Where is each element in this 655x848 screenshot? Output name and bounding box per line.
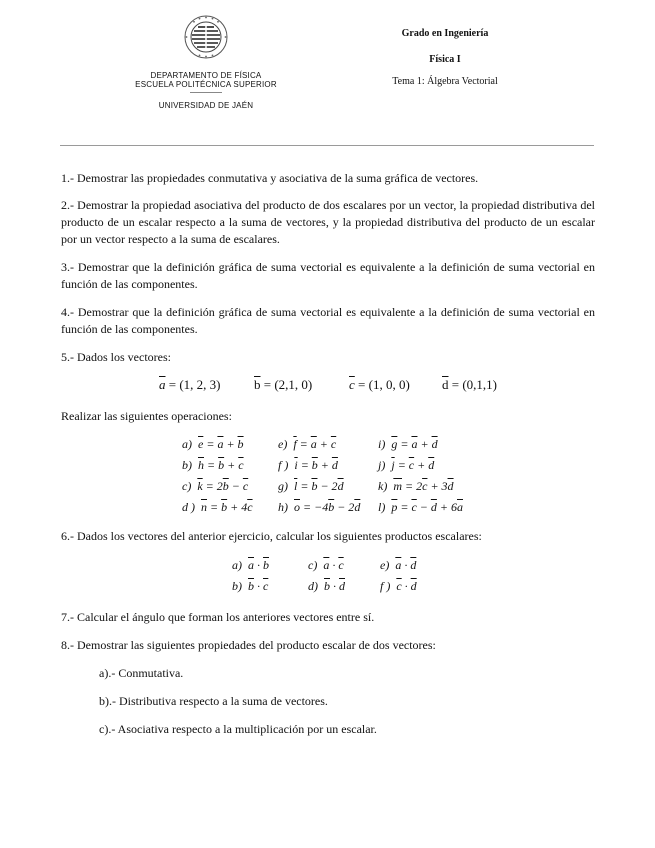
operations-row <box>182 476 498 497</box>
operation-b: b) $\overline{h} = \overline{b} + \overline{c}$ <box>182 458 244 472</box>
operation-f: f ) $\overline{i} = \overline{b} + \overline{d}$ <box>278 458 338 472</box>
subject-title: Física I <box>429 54 461 65</box>
operation-c: c) $\overline{k} = 2\overline{b} - \overline{c}$ <box>182 479 249 493</box>
problem-7: 7.- Calcular el ángulo que forman los anteriores vectores entre sí. <box>61 610 375 624</box>
problem-4: 4.- Demostrar que la definición gráfica de suma vectorial es equivalente a la definición de suma vectorial en función de las componentes. <box>61 305 595 336</box>
operation-k: k) $\overline{m} = 2\overline{c} + 3\overline{d}$ <box>378 479 454 493</box>
problem-1: 1.- Demostrar las propiedades conmutativa y asociativa de la suma gráfica de vectores. <box>61 171 479 185</box>
problem-5-ops-intro: Realizar las siguientes operaciones: <box>61 409 232 423</box>
department-name: DEPARTAMENTO DE FÍSICA <box>150 71 262 80</box>
operation-j: j) $\overline{j} = \overline{c} + \overline{d}$ <box>378 458 435 472</box>
vector-definitions <box>61 374 595 396</box>
problem-8c: c).- Asociativa respecto a la multiplicación por un escalar. <box>99 722 377 736</box>
operation-e: e) $\overline{f} = \overline{a} + \overline{c}$ <box>278 437 337 451</box>
operation-h: h) $\overline{o} = -4\overline{b} - 2\overline{d}$ <box>278 500 361 514</box>
school-name: ESCUELA POLITÉCNICA SUPERIOR <box>135 80 277 89</box>
problem-3: 3.- Demostrar que la definición gráfica de suma vectorial es equivalente a la definición de suma vectorial en función de las componentes. <box>61 260 595 291</box>
problem-5-intro: 5.- Dados los vectores: <box>61 350 171 364</box>
scalar-product-a: a) $\overline{a} \cdot \overline{b}$ <box>232 558 269 572</box>
vector-b: $\overline{b} = (2,1$, 0) <box>254 377 313 392</box>
header-rule <box>60 145 594 146</box>
operations-row <box>182 434 498 455</box>
operations-table <box>182 434 498 518</box>
problem-2: 2.- Demostrar la propiedad asociativa del producto de dos escalares por un vector, la propiedad distributiva del producto de un escalar respecto a la suma de vectores, y la propiedad distributiva del producto de un escalar por un vector respecto a la suma de escalares. <box>61 198 595 246</box>
vector-c-value: (1, 0, 0) <box>368 377 410 392</box>
university-seal-logo <box>183 14 229 60</box>
problem-8b: b).- Distributiva respecto a la suma de vectores. <box>99 694 328 708</box>
university-name: UNIVERSIDAD DE JAÉN <box>158 101 254 110</box>
vector-b-value: (2,1, 0) <box>274 377 313 392</box>
header-divider-short <box>190 92 222 93</box>
operation-i: i) $\overline{g} = \overline{a} + \overline{d}$ <box>378 437 438 451</box>
vector-b-symbol: $\overline{b}$ <box>254 377 261 392</box>
scalar-products-table <box>232 555 417 597</box>
operation-d: d ) $\overline{n} = \overline{b} + 4\overline{c}$ <box>182 500 253 514</box>
vector-d: $\overline{d} = (0,1,1)$ <box>442 377 498 392</box>
vector-d-symbol: $\overline{d}$ <box>442 377 449 392</box>
vector-c: $\overline{c} = (1$, 0, 0) <box>349 377 410 392</box>
scalar-product-d: d) $\overline{b} \cdot \overline{d}$ <box>308 579 345 593</box>
vector-a-symbol: $\overline{a}$ <box>159 377 166 392</box>
course-title: Grado en Ingeniería <box>401 28 489 39</box>
operation-a: a) $\overline{e} = \overline{a} + \overline{b}$ <box>182 437 244 451</box>
scalar-product-e: e) $\overline{a} \cdot \overline{d}$ <box>380 558 417 572</box>
vector-d-value: (0,1,1) <box>462 377 498 392</box>
operation-g: g) $\overline{l} = \overline{b} - 2\overline{d}$ <box>278 479 344 493</box>
scalar-product-b: b) $\overline{b} \cdot \overline{c}$ <box>232 579 269 593</box>
topic-title: Tema 1: Álgebra Vectorial <box>392 76 498 87</box>
vector-a: $\overline{a} = (1$, 2, 3) <box>159 377 221 392</box>
scalar-product-c: c) $\overline{a} \cdot \overline{c}$ <box>308 558 344 572</box>
scalar-product-f: f ) $\overline{c} \cdot \overline{d}$ <box>380 579 417 593</box>
operations-row <box>182 455 498 476</box>
operation-l: l) $\overline{p} = \overline{c} - \overline{d} + 6\overline{a}$ <box>378 500 463 514</box>
problem-8a: a).- Conmutativa. <box>99 666 184 680</box>
operations-row <box>182 497 498 518</box>
problem-8-intro: 8.- Demostrar las siguientes propiedades del producto escalar de dos vectores: <box>61 638 436 652</box>
problem-6-intro: 6.- Dados los vectores del anterior ejercicio, calcular los siguientes productos escalares: <box>61 529 482 543</box>
scalar-products-row <box>232 576 417 597</box>
vector-a-value: (1, 2, 3) <box>179 377 221 392</box>
problem-list <box>61 170 595 738</box>
scalar-products-row <box>232 555 417 576</box>
vector-c-symbol: $\overline{c}$ <box>349 377 355 392</box>
